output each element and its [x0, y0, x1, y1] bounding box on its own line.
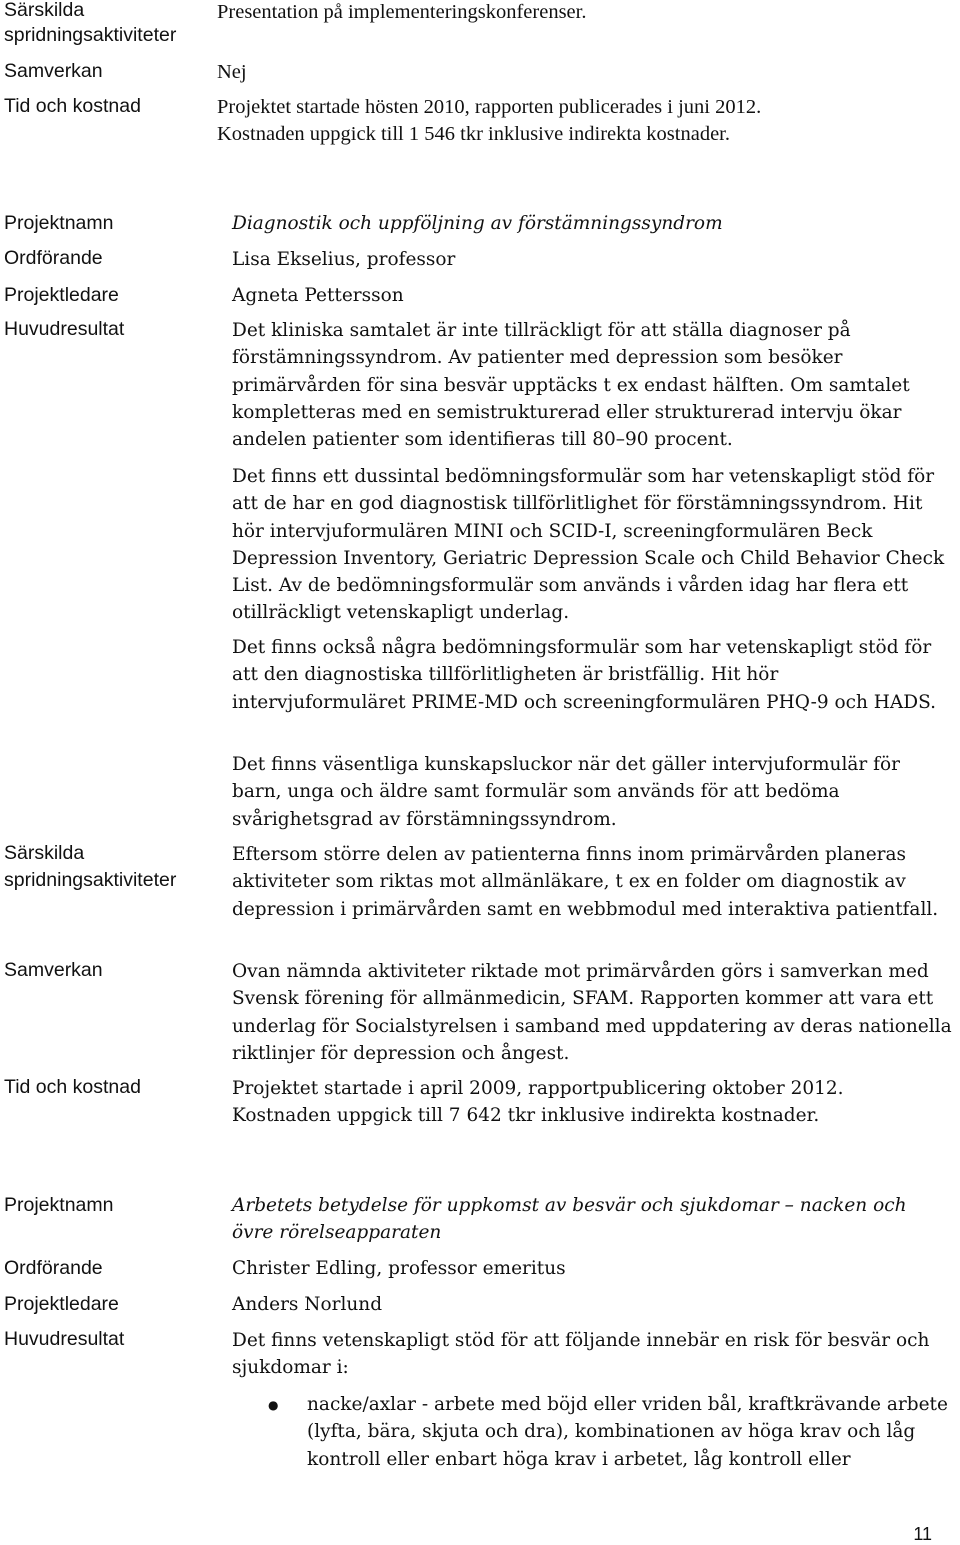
value-ordforande-2: Lisa Ekselius, professor [232, 249, 456, 270]
value-ordforande-3: Christer Edling, professor emeritus [232, 1258, 566, 1279]
label-spridning-1a: Särskilda [4, 0, 85, 21]
label-huvudresultat-2: Huvudresultat [4, 318, 125, 340]
value-samverkan-2: Ovan nämnda aktiviteter riktade mot primärvården görs i samverkan med Svensk förening för allmänmedicin, SFAM. Rapporten kommer att vara ett underlag för Socialstyrelsen i samband med uppdatering av deras nationella riktlinjer för depression och ångest. [232, 961, 952, 1064]
label-projektnamn-2: Projektnamn [4, 212, 114, 234]
value-spridning-1: Presentation på implementeringskonferenser. [217, 1, 587, 23]
label-tid-2: Tid och kostnad [4, 1076, 141, 1098]
value-tid-1b: Kostnaden uppgick till 1 546 tkr inklusive indirekta kostnader. [217, 123, 730, 145]
label-huvudresultat-3: Huvudresultat [4, 1328, 125, 1350]
label-spridning-2b: spridningsaktiviteter [4, 869, 177, 891]
value-tid-2a: Projektet startade i april 2009, rapportpublicering oktober 2012. [232, 1078, 844, 1099]
value-spridning-2: Eftersom större delen av patienterna finns inom primärvården planeras aktiviteter som riktas mot allmänläkare, t ex en folder om diagnostik av depression i primärvården samt en webbmodul med interaktiva patientfall. [232, 844, 939, 920]
label-projektledare-3: Projektledare [4, 1293, 119, 1315]
bullet-item-1: nacke/axlar - arbete med böjd eller vriden bål, kraftkrävande arbete (lyfta, bära, skjuta och dra), kombinationen av höga krav och låg kontroll eller enbart höga krav i arbetet, låg kontroll eller [307, 1394, 948, 1470]
value-projektnamn-3: Arbetets betydelse för uppkomst av besvär och sjukdomar – nacken och övre rörelseapparaten [232, 1195, 907, 1244]
value-projektnamn-2: Diagnostik och uppföljning av förstämningssyndrom [232, 213, 723, 234]
label-spridning-1b: spridningsaktiviteter [4, 24, 177, 46]
value-projektledare-2: Agneta Pettersson [232, 285, 404, 306]
label-samverkan-1: Samverkan [4, 60, 103, 82]
label-tid-1: Tid och kostnad [4, 95, 141, 117]
label-projektledare-2: Projektledare [4, 284, 119, 306]
label-ordforande-3: Ordförande [4, 1257, 103, 1279]
value-samverkan-1: Nej [217, 61, 247, 83]
value-huvudresultat-2-p3: Det finns också några bedömningsformulär som har vetenskapligt stöd för att den diagnostiska tillförlitligheten är bristfällig. Hit hör intervjuformuläret PRIME-MD och screeningformulären PHQ-9 och HADS. [232, 637, 937, 713]
value-huvudresultat-2-p4: Det finns väsentliga kunskapsluckor när det gäller intervjuformulär för barn, unga och äldre samt formulär som används för att bedöma svårighetsgrad av förstämningssyndrom. [232, 754, 900, 830]
label-ordforande-2: Ordförande [4, 247, 103, 269]
label-spridning-2a: Särskilda [4, 842, 85, 864]
page-number: 11 [913, 1524, 932, 1544]
label-projektnamn-3: Projektnamn [4, 1194, 114, 1216]
value-huvudresultat-2-p1: Det kliniska samtalet är inte tillräckligt för att ställa diagnoser på förstämningssyndrom. Av patienter med depression som besöker primärvården för sina besvär upptäcks t ex endast hälften. Om samtalet kompletteras med en semistrukturerad eller strukturerad intervju ökar andelen patienter som identifieras till 80–90 procent. [232, 320, 910, 451]
value-huvudresultat-3: Det finns vetenskapligt stöd för att följande innebär en risk för besvär och sjukdomar i: [232, 1330, 930, 1379]
value-tid-1a: Projektet startade hösten 2010, rapporten publicerades i juni 2012. [217, 96, 762, 118]
value-tid-2b: Kostnaden uppgick till 7 642 tkr inklusive indirekta kostnader. [232, 1105, 820, 1126]
label-samverkan-2: Samverkan [4, 959, 103, 981]
bullet-icon: ● [268, 1398, 279, 1412]
value-huvudresultat-2-p2: Det finns ett dussintal bedömningsformulär som har vetenskapligt stöd för att de har en god diagnostisk tillförlitlighet för förstämningssyndrom. Hit hör intervjuformulären MINI och SCID-I, screeningformulären Beck Depression Inventory, Geriatric Depression Scale och Child Behavior Check List. Av de bedömningsformulär som används i vården idag har flera ett otillräckligt vetenskapligt underlag. [232, 466, 945, 624]
value-projektledare-3: Anders Norlund [232, 1294, 383, 1315]
